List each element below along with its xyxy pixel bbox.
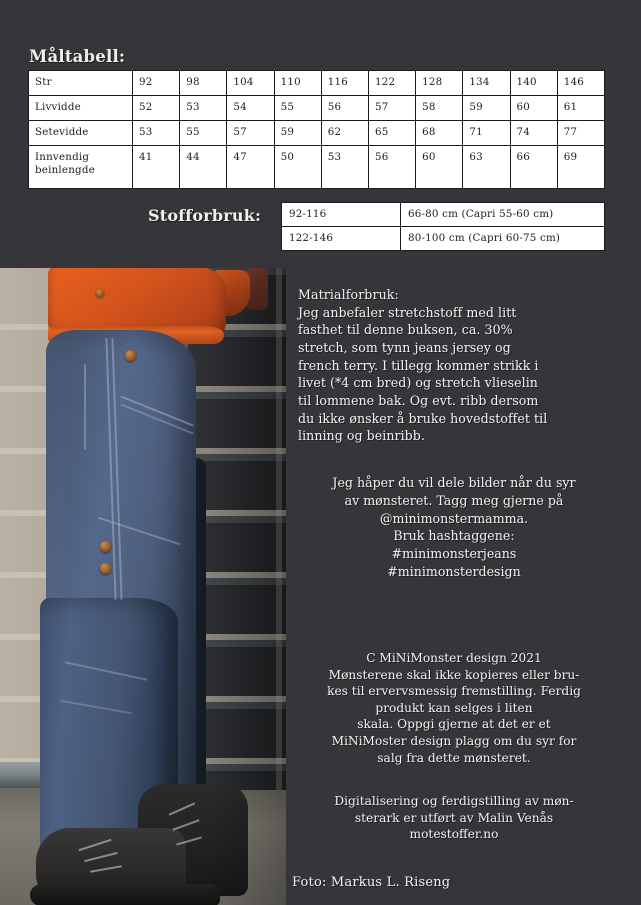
- table-row: [282, 203, 605, 227]
- header-cell-size-140: 140: [510, 71, 557, 96]
- hashtag-minimonsterjeans: #minimonsterjeans: [391, 546, 517, 562]
- website-url: motestoffer.no: [409, 827, 499, 842]
- cell-livvidde-146: 61: [557, 96, 604, 121]
- fabric-amount-small: 66-80 cm (Capri 55-60 cm): [401, 203, 605, 227]
- share-line: Bruk hashtaggene:: [393, 528, 515, 544]
- table-row: [29, 96, 605, 121]
- copyright-line: C MiNiMonster design 2021: [366, 651, 542, 665]
- fabric-usage-table: [281, 202, 605, 251]
- cell-setevidde-122: 65: [368, 121, 415, 146]
- digitalization-credit-block: [298, 793, 610, 843]
- cell-livvidde-110: 55: [274, 96, 321, 121]
- copyright-line: skala. Oppgi gjerne at det er et: [357, 717, 551, 732]
- cell-livvidde-140: 60: [510, 96, 557, 121]
- cell-beinlengde-92: 41: [133, 146, 180, 189]
- header-cell-size-110: 110: [274, 71, 321, 96]
- cell-beinlengde-134: 63: [463, 146, 510, 189]
- header-cell-size-134: 134: [463, 71, 510, 96]
- material-info-block: [298, 286, 610, 445]
- cell-livvidde-92: 52: [133, 96, 180, 121]
- cell-beinlengde-128: 60: [416, 146, 463, 189]
- cell-beinlengde-116: 53: [321, 146, 368, 189]
- product-photo: [0, 268, 286, 905]
- size-chart-heading: Måltabell:: [29, 47, 126, 66]
- copyright-line: Mønsterene skal ikke kopieres eller bru-: [328, 667, 580, 682]
- sneaker-sole: [30, 884, 220, 905]
- cell-beinlengde-140: 66: [510, 146, 557, 189]
- cell-beinlengde-110: 50: [274, 146, 321, 189]
- copyright-line: produkt kan selges i liten: [375, 700, 533, 715]
- size-chart-body: [29, 71, 605, 189]
- header-cell-size-146: 146: [557, 71, 604, 96]
- table-row: [29, 146, 605, 189]
- cell-setevidde-128: 68: [416, 121, 463, 146]
- material-line: stretch, som tynn jeans jersey og: [298, 339, 511, 355]
- copyright-block: [298, 650, 610, 766]
- share-line: av mønsteret. Tagg meg gjerne på: [344, 492, 564, 508]
- cell-livvidde-116: 56: [321, 96, 368, 121]
- fabric-amount-large: 80-100 cm (Capri 60-75 cm): [401, 227, 605, 251]
- material-line: du ikke ønsker å bruke hovedstoffet til: [298, 410, 548, 426]
- share-line: Jeg håper du vil dele bilder når du syr: [332, 475, 576, 490]
- row-label-setevidde: Setevidde: [29, 121, 133, 146]
- cell-setevidde-116: 62: [321, 121, 368, 146]
- header-cell-size-122: 122: [368, 71, 415, 96]
- copper-button: [125, 350, 136, 361]
- hashtag-minimonsterdesign: #minimonsterdesign: [387, 563, 521, 579]
- cell-beinlengde-98: 44: [180, 146, 227, 189]
- header-cell-size-92: 92: [133, 71, 180, 96]
- header-cell-size-116: 116: [321, 71, 368, 96]
- material-line: til lommene bak. Og evt. ribb dersom: [298, 393, 539, 409]
- instagram-handle: @minimonstermamma.: [379, 510, 529, 526]
- material-line: french terry. I tillegg kommer strikk i: [298, 357, 539, 373]
- cell-livvidde-128: 58: [416, 96, 463, 121]
- cell-beinlengde-104: 47: [227, 146, 274, 189]
- row-label-livvidde: Livvidde: [29, 96, 133, 121]
- cell-beinlengde-122: 56: [368, 146, 415, 189]
- header-cell-str: Str: [29, 71, 133, 96]
- photo-credit: Foto: Markus L. Riseng: [292, 875, 451, 890]
- cell-setevidde-104: 57: [227, 121, 274, 146]
- digitalization-line: sterark er utført av Malin Venås: [354, 810, 554, 825]
- material-line: livet (*4 cm bred) og stretch vlieselin: [298, 375, 538, 391]
- header-cell-size-128: 128: [416, 71, 463, 96]
- cell-livvidde-98: 53: [180, 96, 227, 121]
- cell-livvidde-104: 54: [227, 96, 274, 121]
- material-line: linning og beinribb.: [298, 428, 425, 444]
- material-info-body: [298, 304, 610, 446]
- cell-setevidde-146: 77: [557, 121, 604, 146]
- cell-livvidde-134: 59: [463, 96, 510, 121]
- copper-button: [100, 541, 111, 552]
- header-cell-size-98: 98: [180, 71, 227, 96]
- cell-setevidde-98: 55: [180, 121, 227, 146]
- copper-button: [100, 563, 111, 574]
- cell-setevidde-110: 59: [274, 121, 321, 146]
- table-row: [282, 227, 605, 251]
- copyright-line: salg fra dette mønsteret.: [377, 750, 531, 765]
- copyright-line: kes til ervervsmessig fremstilling. Ferdig: [327, 684, 581, 699]
- material-line: Jeg anbefaler stretchstoff med litt: [298, 304, 517, 320]
- copper-rivet: [96, 289, 104, 297]
- copyright-line: MiNiMoster design plagg om du syr for: [331, 733, 577, 748]
- header-cell-size-104: 104: [227, 71, 274, 96]
- fabric-sizes-small: 92-116: [282, 203, 401, 227]
- cell-setevidde-134: 71: [463, 121, 510, 146]
- cell-setevidde-92: 53: [133, 121, 180, 146]
- fabric-usage-heading: Stofforbruk:: [148, 206, 262, 225]
- table-row-header: [29, 71, 605, 96]
- fabric-usage-body: [282, 203, 605, 251]
- side-pocket-opening: [84, 364, 110, 450]
- material-line: fasthet til denne buksen, ca. 30%: [298, 322, 513, 338]
- cell-livvidde-122: 57: [368, 96, 415, 121]
- cell-setevidde-140: 74: [510, 121, 557, 146]
- material-info-heading: Matrialforbruk:: [298, 287, 399, 302]
- share-hashtags-block: [298, 474, 610, 581]
- size-chart-table: [28, 70, 605, 189]
- digitalization-line: Digitalisering og ferdigstilling av møn-: [334, 794, 574, 808]
- row-label-innvendig-beinlengde: Innvendig beinlengde: [29, 146, 133, 189]
- cell-beinlengde-146: 69: [557, 146, 604, 189]
- table-row: [29, 121, 605, 146]
- fabric-sizes-large: 122-146: [282, 227, 401, 251]
